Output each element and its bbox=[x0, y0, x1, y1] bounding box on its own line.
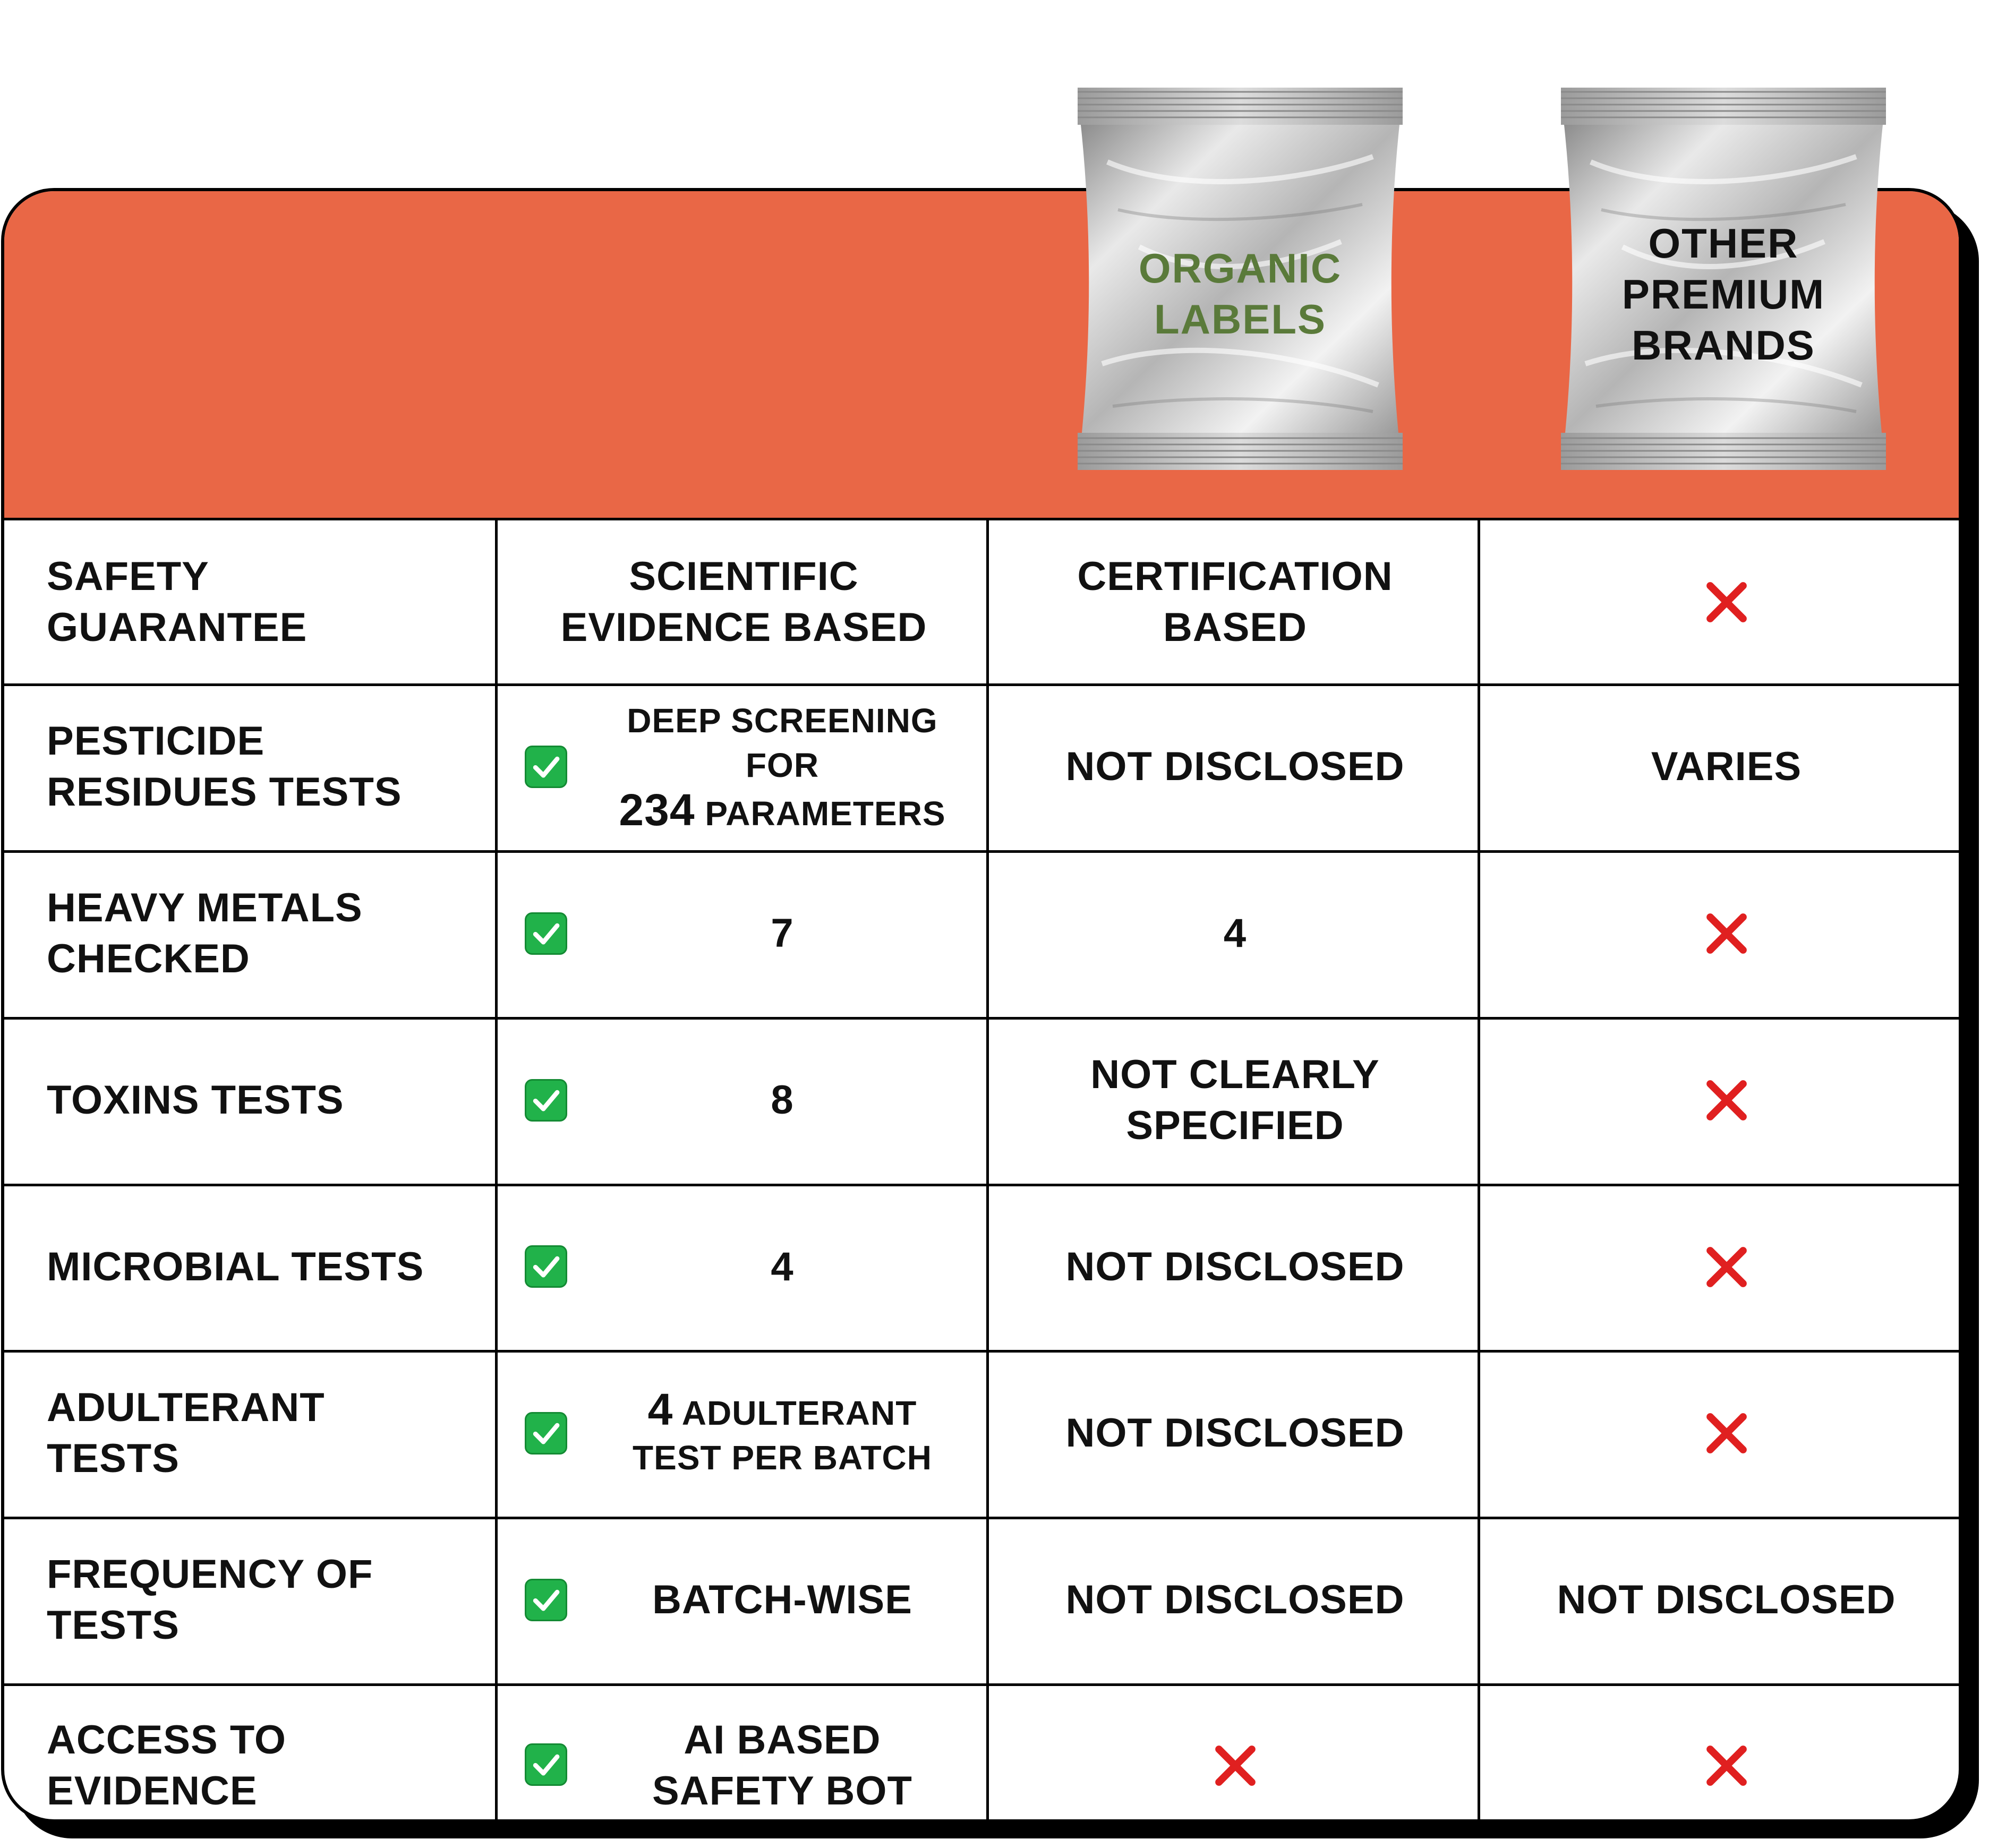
row-label-frequency bbox=[47, 1517, 488, 1683]
cell-other bbox=[1481, 1350, 1962, 1517]
cell-organic bbox=[989, 683, 1481, 850]
cell-other bbox=[1481, 683, 1962, 850]
cell-organic bbox=[989, 1184, 1481, 1350]
cell-text: NOT CLEARLY SPECIFIED bbox=[1090, 1052, 1380, 1148]
other-brands-pouch bbox=[1559, 88, 1888, 470]
cell-text: PARAMETERS bbox=[705, 794, 946, 833]
cell-text: 4 bbox=[1223, 911, 1247, 956]
parameter-count: 234 bbox=[619, 784, 695, 835]
cross-icon bbox=[1704, 579, 1749, 625]
cell-other bbox=[1481, 1683, 1962, 1823]
row-label-adulterant bbox=[47, 1350, 488, 1517]
column-divider bbox=[495, 520, 498, 1823]
cell-text-line bbox=[647, 1384, 917, 1435]
cell-ours bbox=[541, 683, 1003, 850]
cell-ours bbox=[541, 1017, 1003, 1184]
cross-icon bbox=[1704, 1244, 1749, 1290]
cell-text: 7 bbox=[771, 911, 794, 956]
row-label-text: MICROBIAL TESTS bbox=[47, 1244, 424, 1289]
row-label-access bbox=[47, 1683, 488, 1823]
row-label-text: ACCESS TO EVIDENCE bbox=[47, 1717, 287, 1813]
cell-other bbox=[1481, 520, 1962, 683]
cell-ours bbox=[541, 1517, 1003, 1683]
cell-text: NOT DISCLOSED bbox=[1065, 744, 1405, 789]
cell-other bbox=[1481, 1017, 1962, 1184]
cell-text: NOT DISCLOSED bbox=[1065, 1410, 1405, 1456]
cell-text: NOT DISCLOSED bbox=[1065, 1244, 1405, 1289]
cell-ours bbox=[498, 520, 989, 683]
organic-labels-pouch bbox=[1075, 88, 1405, 470]
cell-other bbox=[1481, 1517, 1962, 1683]
row-label-safety-guarantee bbox=[47, 520, 488, 683]
cell-organic bbox=[989, 1683, 1481, 1823]
cell-text: AI BASED SAFETY BOT bbox=[652, 1717, 912, 1813]
adulterant-count: 4 bbox=[647, 1384, 673, 1434]
row-label-pesticide bbox=[47, 683, 488, 850]
cell-ours bbox=[541, 1350, 1003, 1517]
cell-text-line bbox=[619, 784, 946, 836]
cell-text: VARIES bbox=[1651, 744, 1802, 789]
cross-icon bbox=[1213, 1743, 1258, 1789]
cell-text: NOT DISCLOSED bbox=[1065, 1577, 1405, 1622]
cell-text: CERTIFICATION BASED bbox=[1077, 553, 1393, 650]
row-label-microbial bbox=[47, 1184, 488, 1350]
cell-text: ADULTERANT bbox=[681, 1393, 917, 1432]
cross-icon bbox=[1704, 1743, 1749, 1789]
cell-text: 4 bbox=[771, 1244, 794, 1289]
row-label-toxins bbox=[47, 1017, 488, 1184]
row-label-text: HEAVY METALS CHECKED bbox=[47, 885, 363, 981]
column-title-organic-labels: ORGANIC LABELS bbox=[1138, 245, 1342, 343]
column-title-other-premium-brands: OTHER PREMIUM BRANDS bbox=[1621, 220, 1825, 369]
row-label-text: PESTICIDE RESIDUES TESTS bbox=[47, 718, 402, 815]
cell-organic bbox=[989, 1350, 1481, 1517]
cell-other bbox=[1481, 1184, 1962, 1350]
cell-ours bbox=[541, 1683, 1003, 1823]
cell-text: 8 bbox=[771, 1077, 794, 1123]
cell-ours bbox=[541, 1184, 1003, 1350]
cross-icon bbox=[1704, 1077, 1749, 1123]
cell-text: SCIENTIFIC EVIDENCE BASED bbox=[560, 553, 927, 650]
cell-text: DEEP SCREENING FOR bbox=[627, 701, 938, 784]
table-body bbox=[4, 520, 1959, 1823]
row-label-heavy-metals bbox=[47, 850, 488, 1017]
cross-icon bbox=[1704, 1410, 1749, 1456]
cross-icon bbox=[1704, 911, 1749, 956]
cell-text: TEST PER BATCH bbox=[633, 1438, 932, 1477]
cell-organic bbox=[989, 1517, 1481, 1683]
row-label-text: FREQUENCY OF TESTS bbox=[47, 1552, 373, 1648]
row-label-text: SAFETY GUARANTEE bbox=[47, 553, 308, 650]
cell-organic bbox=[989, 520, 1481, 683]
row-label-text: ADULTERANT TESTS bbox=[47, 1385, 325, 1481]
cell-ours bbox=[541, 850, 1003, 1017]
cell-text: BATCH-WISE bbox=[652, 1577, 912, 1622]
row-label-text: TOXINS TESTS bbox=[47, 1077, 344, 1123]
cell-other bbox=[1481, 850, 1962, 1017]
cell-text: NOT DISCLOSED bbox=[1557, 1577, 1896, 1622]
cell-organic bbox=[989, 1017, 1481, 1184]
cell-organic bbox=[989, 850, 1481, 1017]
